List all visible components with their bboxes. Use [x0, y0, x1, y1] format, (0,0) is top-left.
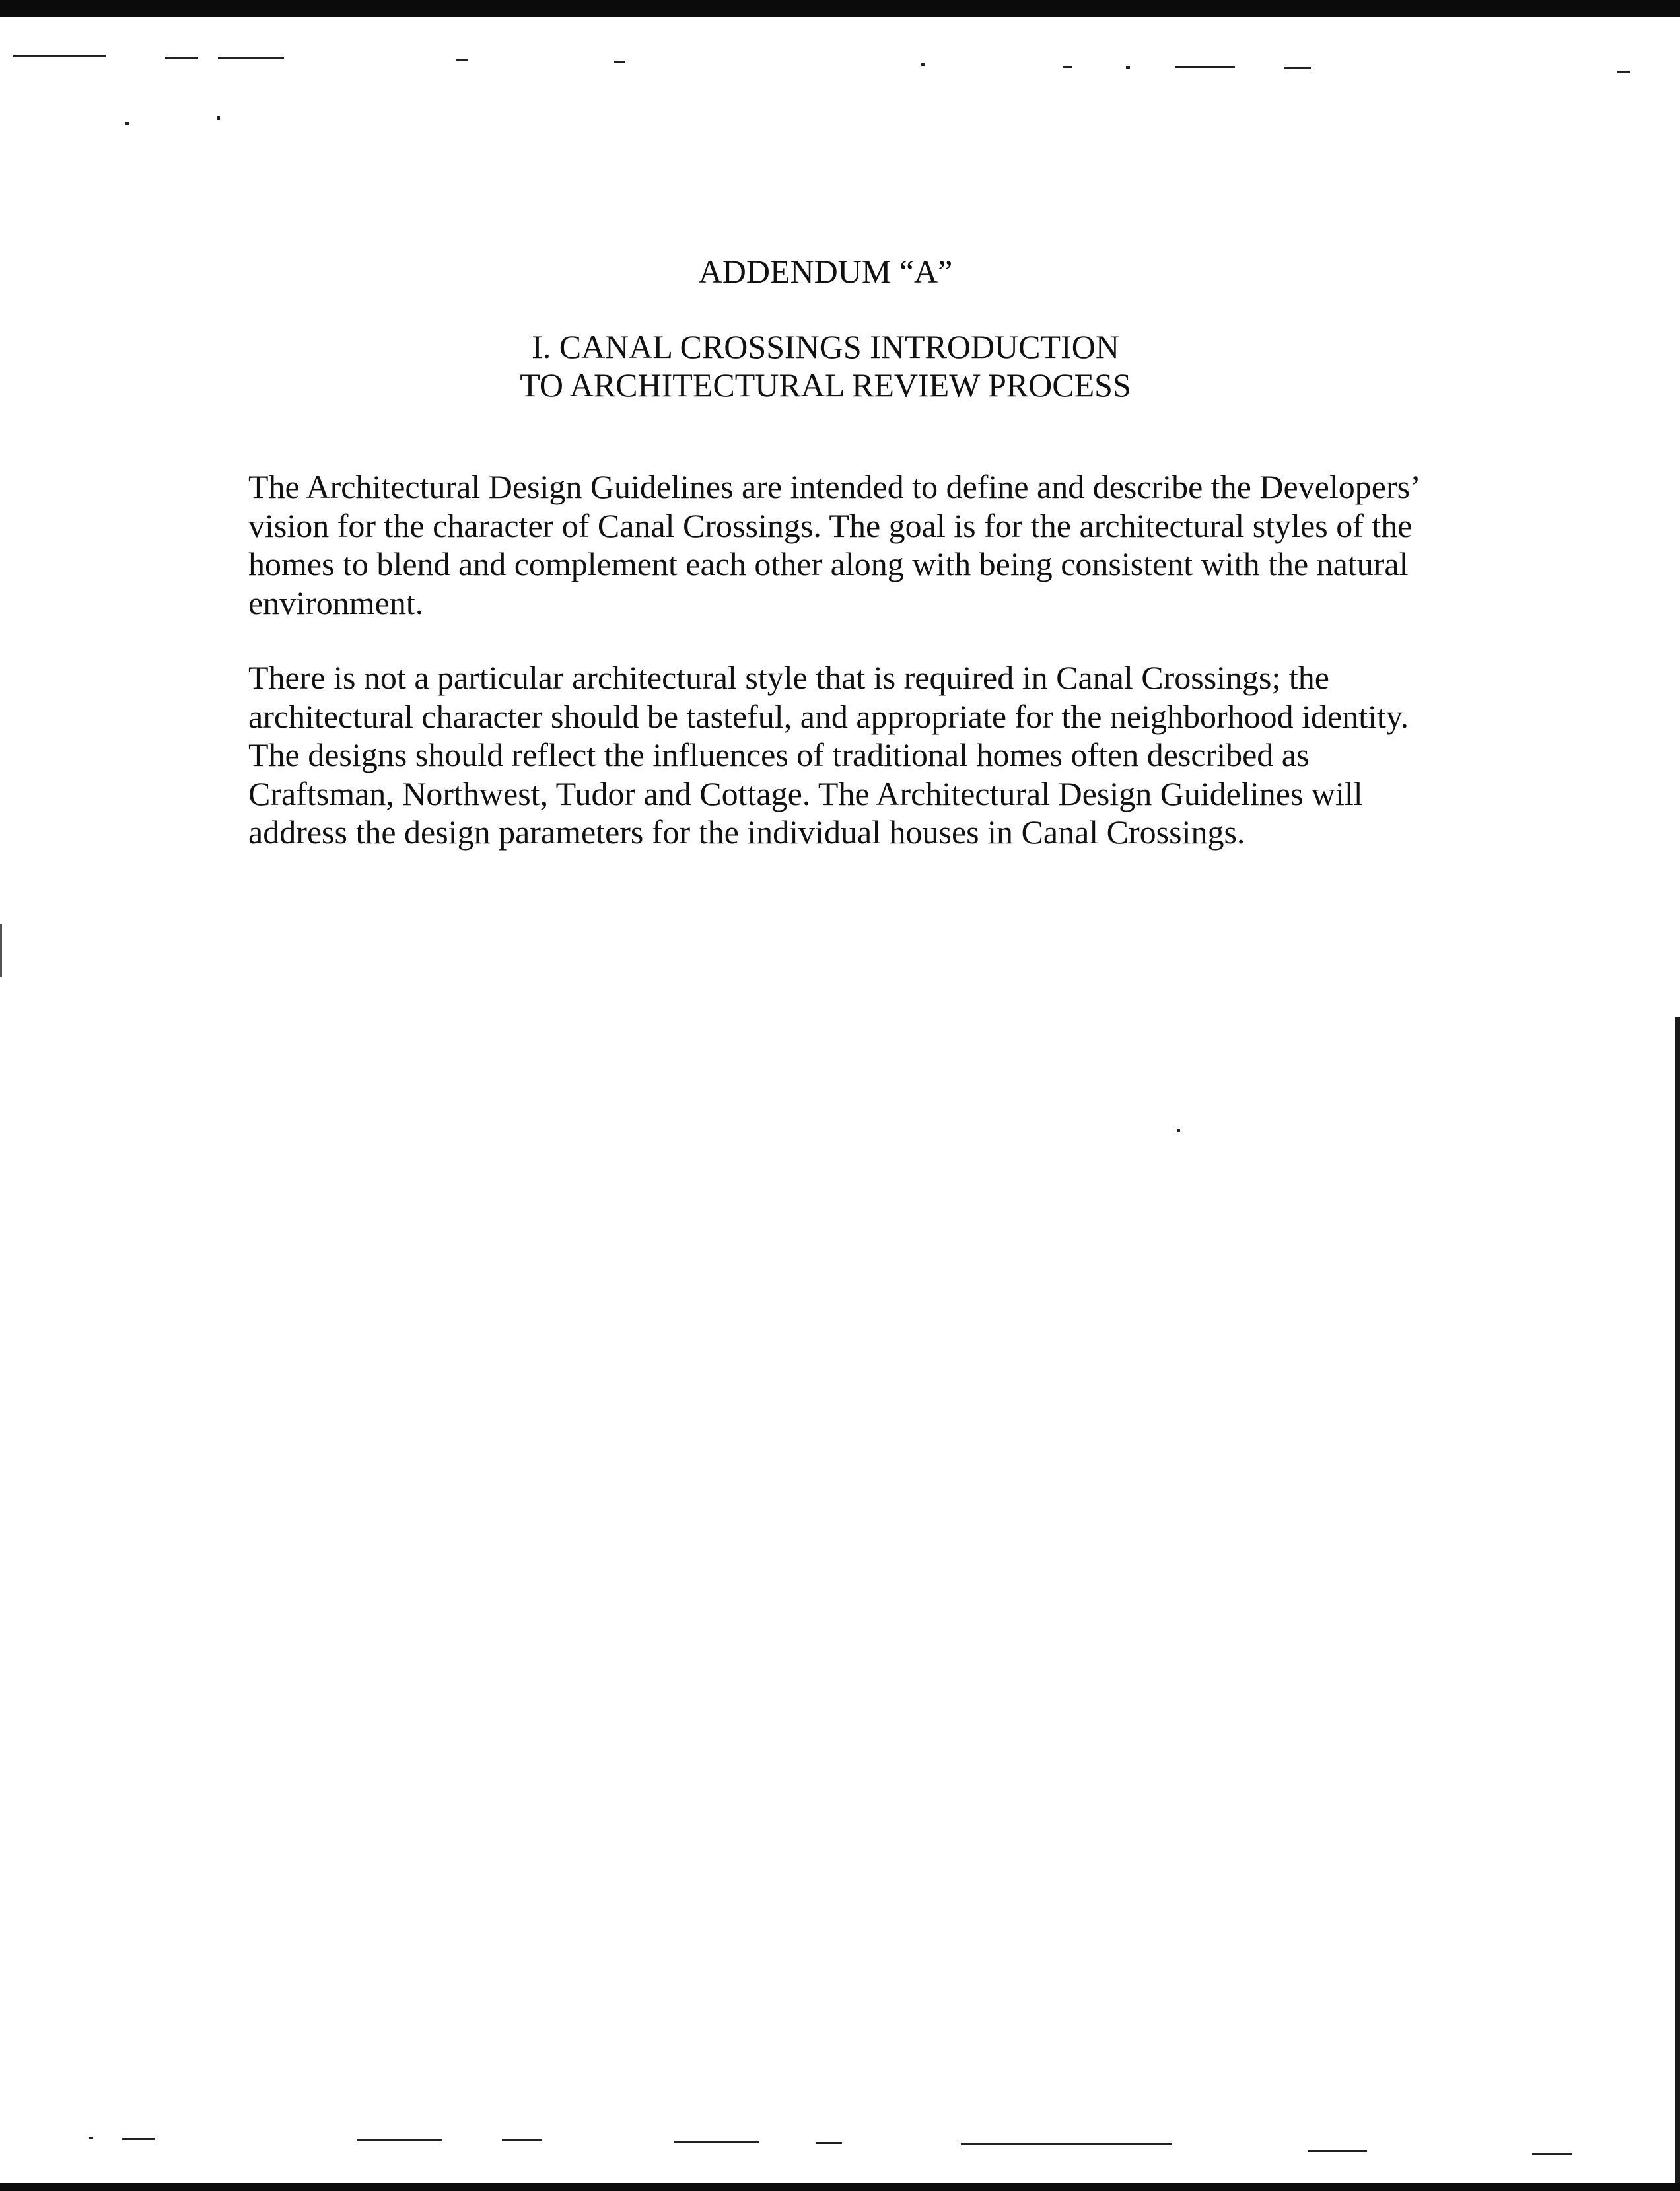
scan-speck: [961, 2143, 1172, 2145]
body-paragraph: [248, 468, 1421, 622]
scan-speck: [357, 2139, 442, 2141]
scan-speck: [13, 55, 106, 57]
scan-speck: [89, 2137, 93, 2139]
addendum-title: ADDENDUM “A”: [698, 253, 953, 290]
paragraph-line: vision for the character of Canal Crossings. The goal is for the architectural styles of the: [248, 506, 1413, 544]
scan-speck: [217, 116, 220, 120]
scan-speck: [614, 61, 625, 63]
scan-speck: [125, 122, 129, 125]
scan-left-mark: [0, 924, 2, 977]
section-title: [0, 328, 1651, 404]
scan-speck: [218, 57, 284, 59]
paragraph-line: architectural character should be tasteful, and appropriate for the neighborhood identity.: [248, 697, 1409, 735]
scan-bottom-border: [0, 2183, 1680, 2191]
scan-speck: [816, 2142, 842, 2144]
paragraph-line: There is not a particular architectural style that is required in Canal Crossings; the: [248, 659, 1329, 696]
paragraph-line: address the design parameters for the individual houses in Canal Crossings.: [248, 814, 1245, 851]
paragraph-line: The Architectural Design Guidelines are intended to define and describe the Developers’: [248, 468, 1421, 505]
body-paragraph: [248, 658, 1409, 852]
scan-speck: [674, 2141, 759, 2143]
scan-speck: [1177, 1129, 1180, 1132]
scan-speck: [456, 59, 468, 61]
scan-speck: [1284, 67, 1311, 69]
scan-right-border: [1675, 1017, 1680, 2191]
scan-speck: [502, 2139, 542, 2141]
scan-speck: [1532, 2153, 1572, 2155]
scan-top-border: [0, 0, 1680, 17]
scan-speck: [165, 57, 198, 59]
scan-speck: [1175, 66, 1235, 68]
paragraph-line: Craftsman, Northwest, Tudor and Cottage. The Architectural Design Guidelines will: [248, 775, 1363, 812]
section-title-line: TO ARCHITECTURAL REVIEW PROCESS: [520, 366, 1131, 403]
section-title-line: I. CANAL CROSSINGS INTRODUCTION: [532, 328, 1119, 365]
scan-speck: [1308, 2150, 1367, 2152]
paragraph-line: homes to blend and complement each other along with being consistent with the natural: [248, 545, 1409, 582]
scan-speck: [921, 63, 925, 66]
scan-speck: [1063, 66, 1072, 68]
paragraph-line: The designs should reflect the influences of traditional homes often described as: [248, 736, 1310, 773]
scan-speck: [1126, 66, 1130, 69]
scan-speck: [1617, 71, 1630, 73]
scan-speck: [122, 2138, 155, 2140]
paragraph-line: environment.: [248, 584, 424, 621]
